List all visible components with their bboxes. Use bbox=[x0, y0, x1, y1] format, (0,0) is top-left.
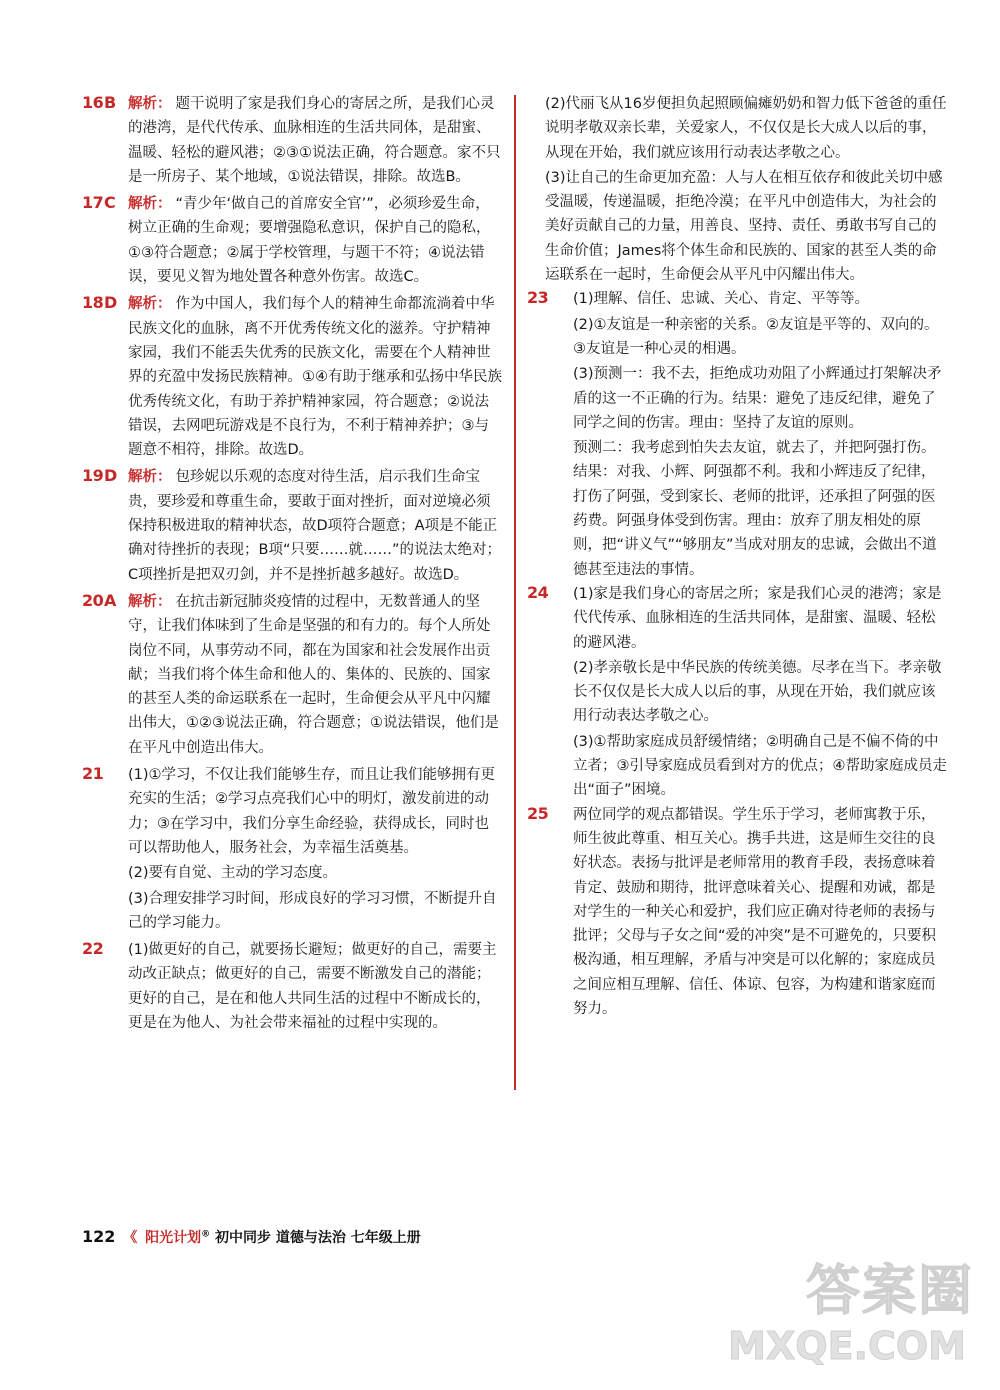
answer-text: (3)预测一：我不去，拒绝成功劝阻了小辉通过打架解决矛盾的这一不正确的行为。结果：避免了违反纪律，避免了同学之间的伤害。理由：坚持了友谊的原则。 bbox=[573, 366, 942, 431]
answer-paragraph bbox=[128, 861, 502, 885]
question-number: 24 bbox=[527, 582, 549, 602]
analysis-label: 解析： bbox=[128, 296, 172, 313]
page-number: 122 bbox=[82, 1227, 116, 1246]
column-divider bbox=[514, 95, 516, 1090]
answer-paragraph: (3)让自己的生命更加充盈：人与人在相互依存和彼此关切中感受温暖，传递温暖，拒绝冷漠；在平凡中创造伟大，为社会的美好贡献自己的力量，用善良、坚持、责任、勇敢书写自己的生命价值；James将个体生命和民族的、国家的甚至人类的命运联系在一起时，生命便会从平凡中闪耀出伟大。 bbox=[545, 169, 943, 284]
answer-letter: D bbox=[104, 293, 117, 313]
question-number: 23 bbox=[527, 288, 549, 308]
answer-letter: B bbox=[104, 93, 116, 112]
question-number: 25 bbox=[527, 803, 549, 823]
analysis-label: 解析： bbox=[128, 96, 172, 112]
answer-paragraph bbox=[573, 436, 947, 582]
answer-paragraph bbox=[128, 465, 502, 586]
brand-name: 阳光计划 bbox=[145, 1230, 202, 1246]
answer-text: (1)理解、信任、忠诚、关心、肯定、平等等。 bbox=[573, 291, 870, 308]
page-footer bbox=[82, 1227, 421, 1247]
q22-continuation bbox=[527, 92, 947, 287]
answer-entry-25 bbox=[527, 803, 947, 1022]
answer-text: (1)①学习，不仅让我们能够生存，而且让我们能够拥有更充实的生活；②学习点亮我们心中的明灯，激发前进的动力；③在学习中，我们分享生命经验，获得成长，同时也可以帮助他人，服务社会，为幸福生活奠基。 bbox=[128, 767, 496, 856]
answer-entry-21 bbox=[82, 763, 502, 935]
answer-entry-23 bbox=[527, 287, 947, 582]
question-number: 16 bbox=[82, 93, 104, 112]
answer-text: 预测二：我考虑到怕失去友谊，就去了，并把阿强打伤。结果：对我、小辉、阿强都不利。我和小辉违反了纪律，打伤了阿强，受到家长、老师的批评，还承担了阿强的医药费。阿强身体受到伤害。理由：放弃了朋友相处的原则，把“讲义气”“够朋友”当成对朋友的忠诚，会做出不道德甚至违法的事情。 bbox=[573, 440, 937, 578]
answer-text: (2)要有自觉、主动的学习态度。 bbox=[128, 865, 338, 882]
answer-entry-22 bbox=[82, 938, 502, 1035]
answer-letter: A bbox=[104, 590, 116, 610]
answer-text: (2)孝亲敬长是中华民族的传统美德。尽孝在当下。孝亲敬长不仅仅是长大成人以后的事，从现在开始，我们就应该用行动表达孝敬之心。 bbox=[573, 659, 942, 725]
answer-text: “青少年‘做自己的首席安全官’”，必须珍爱生命，树立正确的生命观；要增强隐私意识，保护自己的隐私，①③符合题意；②属于学校管理，与题干不符；④说法错误，要见义智为地处置各种意外伤害。故选C。 bbox=[128, 196, 491, 286]
analysis-label: 解析： bbox=[128, 469, 172, 486]
answer-entry-16 bbox=[82, 92, 502, 189]
right-entries bbox=[527, 287, 947, 1021]
question-number: 19 bbox=[82, 466, 104, 486]
answer-paragraph bbox=[128, 590, 502, 760]
answer-paragraph bbox=[128, 292, 502, 462]
answer-paragraph bbox=[573, 656, 947, 729]
answer-text: (3)①帮助家庭成员舒缓情绪；②明确自己是不偏不倚的中立者；③引导家庭成员看到对方的优点；④帮助家庭成员走出“面子”困境。 bbox=[573, 733, 947, 799]
answer-text: 包珍妮以乐观的态度对待生活，启示我们生命宝贵，要珍爱和尊重生命，要敢于面对挫折，面对逆境必须保持积极进取的精神状态，故D项符合题意；A项是不能正确对待挫折的表现；B项“只要……就……”的说法太绝对；C项挫折是把双刃剑，并不是挫折越多越好。故选D。 bbox=[128, 469, 501, 583]
answer-paragraph: (2)代丽飞从16岁便担负起照顾偏瘫奶奶和智力低下爸爸的重任说明孝敬双亲长辈，关爱家人，不仅仅是长大成人以后的事，从现在开始，我们就应该用行动表达孝敬之心。 bbox=[545, 96, 947, 161]
watermark-url: MXQE.COM bbox=[728, 1324, 966, 1368]
answer-entry-20 bbox=[82, 590, 502, 760]
question-number: 18 bbox=[82, 293, 104, 313]
registered-mark: ® bbox=[201, 1229, 211, 1240]
answer-entry-19 bbox=[82, 465, 502, 586]
answer-entry-24 bbox=[527, 582, 947, 803]
analysis-label: 解析： bbox=[128, 196, 172, 213]
answer-letter: D bbox=[104, 466, 117, 486]
answer-paragraph bbox=[573, 582, 947, 655]
answer-text: 两位同学的观点都错误。学生乐于学习，老师寓教于乐，师生彼此尊重、相互关心。携手共进，这是师生交往的良好状态。表扬与批评是老师常用的教育手段，表扬意味着肯定、鼓励和期待，批评意味着关心、提醒和劝诫，都是对学生的一种关心和爱护，我们应正确对待老师的表扬与批评；父母与子女之间“爱的冲突”是不可避免的，只要积极沟通，相互理解，矛盾与冲突是可以化解的；家庭成员之间应相互理解、信任、体谅、包容，为构建和谐家庭而努力。 bbox=[573, 806, 937, 1017]
left-column bbox=[82, 92, 502, 1038]
series-name: 初中同步 bbox=[215, 1230, 272, 1246]
question-number: 17 bbox=[82, 193, 104, 213]
answer-text: (2)①友谊是一种亲密的关系。②友谊是平等的、双向的。③友谊是一种心灵的相遇。 bbox=[573, 316, 939, 357]
question-number: 21 bbox=[82, 764, 104, 784]
watermark-text: 答案圈 bbox=[806, 1259, 974, 1322]
answer-paragraph bbox=[573, 313, 947, 362]
answer-text: (1)做更好的自己，就要扬长避短；做更好的自己，需要主动改正缺点；做更好的自己，需要不断激发自己的潜能；更好的自己，是在和他人共同生活的过程中不断成长的，更是在为他人、为社会带来福祉的过程中实现的。 bbox=[128, 942, 497, 1031]
answer-text: 题干说明了家是我们身心的寄居之所，是我们心灵的港湾，是代代传承、血脉相连的生活共同体，是甜蜜、温暖、轻松的避风港；②③①说法正确，符合题意。家不只是一所房子、某个地域，①说法错误，排除。故选B。 bbox=[128, 96, 501, 185]
answer-paragraph bbox=[128, 763, 502, 860]
answer-paragraph bbox=[573, 287, 947, 311]
answer-text: 作为中国人，我们每个人的精神生命都流淌着中华民族文化的血脉，离不开优秀传统文化的滋养。守护精神家园，我们不能丢失优秀的民族文化，需要在个人精神世界的充盈中发扬民族精神。①④有助于继承和弘扬中华民族优秀传统文化，有助于养护精神家园，符合题意；②说法错误，去网吧玩游戏是不良行为，不利于精神养护；③与题意不相符，排除。故选D。 bbox=[128, 296, 502, 459]
answer-text: 在抗击新冠肺炎疫情的过程中，无数普通人的坚守，让我们体味到了生命是坚强的和有力的。每个人所处岗位不同，从事劳动不同，都在为国家和社会发展作出贡献；当我们将个体生命和他人的、集体的、民族的、国家的甚至人类的命运联系在一起时，生命便会从平凡中闪耀出伟大，①②③说法正确，符合题意；①说法错误，他们是在平凡中创造出伟大。 bbox=[128, 593, 499, 756]
chevron-icon: 《 bbox=[123, 1230, 138, 1246]
answer-paragraph bbox=[128, 192, 502, 289]
right-column bbox=[527, 92, 947, 1021]
answer-entry-17 bbox=[82, 192, 502, 289]
answer-letter: C bbox=[104, 193, 116, 213]
analysis-label: 解析： bbox=[128, 593, 172, 610]
answer-paragraph bbox=[573, 730, 947, 803]
answer-paragraph bbox=[128, 887, 502, 936]
answer-paragraph bbox=[128, 92, 502, 189]
grade-name: 七年级上册 bbox=[350, 1230, 421, 1246]
subject-name: 道德与法治 bbox=[275, 1230, 346, 1246]
answer-paragraph bbox=[573, 803, 947, 1022]
answer-paragraph bbox=[573, 362, 947, 435]
answer-entry-18 bbox=[82, 292, 502, 462]
question-number: 22 bbox=[82, 939, 104, 959]
question-number: 20 bbox=[82, 590, 104, 610]
answer-text: (1)家是我们身心的寄居之所；家是我们心灵的港湾；家是代代传承、血脉相连的生活共同体，是甜蜜、温暖、轻松的避风港。 bbox=[573, 585, 942, 651]
answer-paragraph bbox=[128, 938, 502, 1035]
watermark-logo bbox=[728, 1242, 974, 1372]
answer-text: (3)合理安排学习时间，形成良好的学习习惯，不断提升自己的学习能力。 bbox=[128, 890, 497, 931]
